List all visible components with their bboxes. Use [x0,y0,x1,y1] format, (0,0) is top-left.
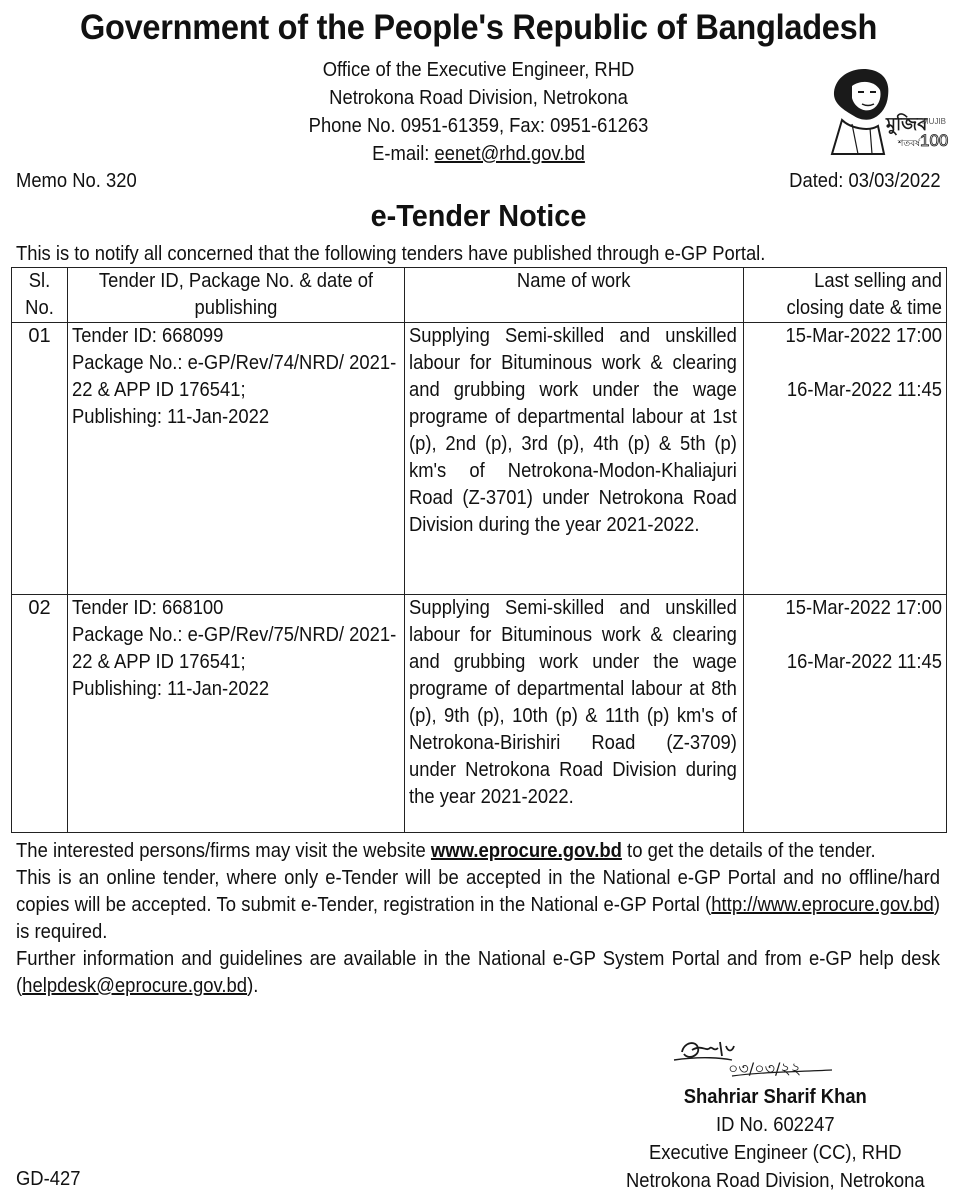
header-work: Name of work [405,268,744,323]
selling-date: 15-Mar-2022 17:00 [785,325,942,347]
row-work [405,595,744,833]
row-sl: 01 [12,323,68,595]
phone-fax: Phone No. 0951-61359, Fax: 0951-61263 [308,115,649,137]
table-header-row [12,268,947,323]
memo-number: Memo No. 320 [16,170,137,192]
work-description: Supplying Semi-skilled and unskilled labour for Bituminous work & clearing and grubbing work under the wage programe of departmental labour at 1st (p), 2nd (p), 3rd (p), 4th (p) & 5th (p) km's of Netrokona-Modon-Khaliajuri Road (Z-3701) under Netrokona Road Division during the year 2021-2022. [409,325,737,536]
signatory-designation: Executive Engineer (CC), RHD [649,1142,902,1164]
row-dates [744,595,947,833]
logo-bangla-text: মুজিব [886,114,928,135]
row-tender-info [68,595,405,833]
header-tender: Tender ID, Package No. & date of publishing [68,268,405,323]
notice-title: e-Tender Notice [370,198,587,233]
table-row [12,323,947,595]
helpdesk-email-link[interactable]: helpdesk@eprocure.gov.bd [22,975,248,997]
signatory-block [626,1083,925,1195]
signatory-id: ID No. 602247 [716,1114,836,1136]
gd-number: GD-427 [16,1168,81,1190]
tender-id: Tender ID: 668100 [72,597,224,619]
footer-paragraph-website: The interested persons/firms may visit the website www.eprocure.gov.bd to get the details of the tender. [16,840,876,862]
mujib-100-logo [812,62,949,162]
eprocure-url-link[interactable]: http://www.eprocure.gov.bd [711,894,934,916]
office-address-block [38,56,918,168]
publishing-date: Publishing: 11-Jan-2022 [72,406,270,428]
government-title: Government of the People's Republic of Bangladesh [79,8,878,47]
table-row [12,595,947,833]
signature-date: ০৩/০৩/২২ [728,1059,802,1078]
email-line [38,140,918,168]
logo-number: 100 [920,131,949,150]
intro-text: This is to notify all concerned that the following tenders have published through e-GP Portal. [16,243,766,265]
package-no: Package No.: e-GP/Rev/75/NRD/ 2021-22 & APP ID 176541; [72,624,397,673]
office-name: Office of the Executive Engineer, RHD [322,59,635,81]
eprocure-link[interactable]: www.eprocure.gov.bd [430,840,622,862]
closing-date: 16-Mar-2022 11:45 [786,379,942,401]
tender-id: Tender ID: 668099 [72,325,224,347]
header-sl: Sl. No. [12,268,68,323]
footer-paragraph-helpdesk: Further information and guidelines are available in the National e-GP System Portal and from e-GP help desk (helpdesk@eprocure.gov.bd). [16,948,940,997]
division-name: Netrokona Road Division, Netrokona [329,87,628,109]
footer-paragraph-online: This is an online tender, where only e-Tender will be accepted in the National e-GP Portal and no offline/hard copies will be accepted. To submit e-Tender, registration in the National e-GP Portal (http://www.eprocure.gov.bd) is required. [16,867,940,943]
row-tender-info [68,323,405,595]
logo-english-text: MUJIB [922,117,946,126]
footer-text [16,838,940,1000]
email-link[interactable]: eenet@rhd.gov.bd [434,143,585,165]
row-dates [744,323,947,595]
work-description: Supplying Semi-skilled and unskilled labour for Bituminous work & clearing and grubbing work under the wage programe of departmental labour at 8th (p), 9th (p), 10th (p) & 11th (p) km's of Netrokona-Birishiri Road (Z-3709) under Netrokona Road Division during the year 2021-2022. [409,597,737,808]
signatory-division: Netrokona Road Division, Netrokona [626,1170,925,1192]
selling-date: 15-Mar-2022 17:00 [785,597,942,619]
publishing-date: Publishing: 11-Jan-2022 [72,678,270,700]
email-label: E-mail: [372,143,435,165]
tender-table [11,267,947,833]
closing-date: 16-Mar-2022 11:45 [786,651,942,673]
handwritten-signature [662,1030,842,1080]
row-work [405,323,744,595]
logo-bangla-sub: শতবর্ষ [898,139,921,149]
row-sl: 02 [12,595,68,833]
signatory-name: Shahriar Sharif Khan [684,1086,868,1108]
dated: Dated: 03/03/2022 [789,170,941,192]
header-dates: Last selling and closing date & time [744,268,947,323]
package-no: Package No.: e-GP/Rev/74/NRD/ 2021-22 & APP ID 176541; [72,352,397,401]
